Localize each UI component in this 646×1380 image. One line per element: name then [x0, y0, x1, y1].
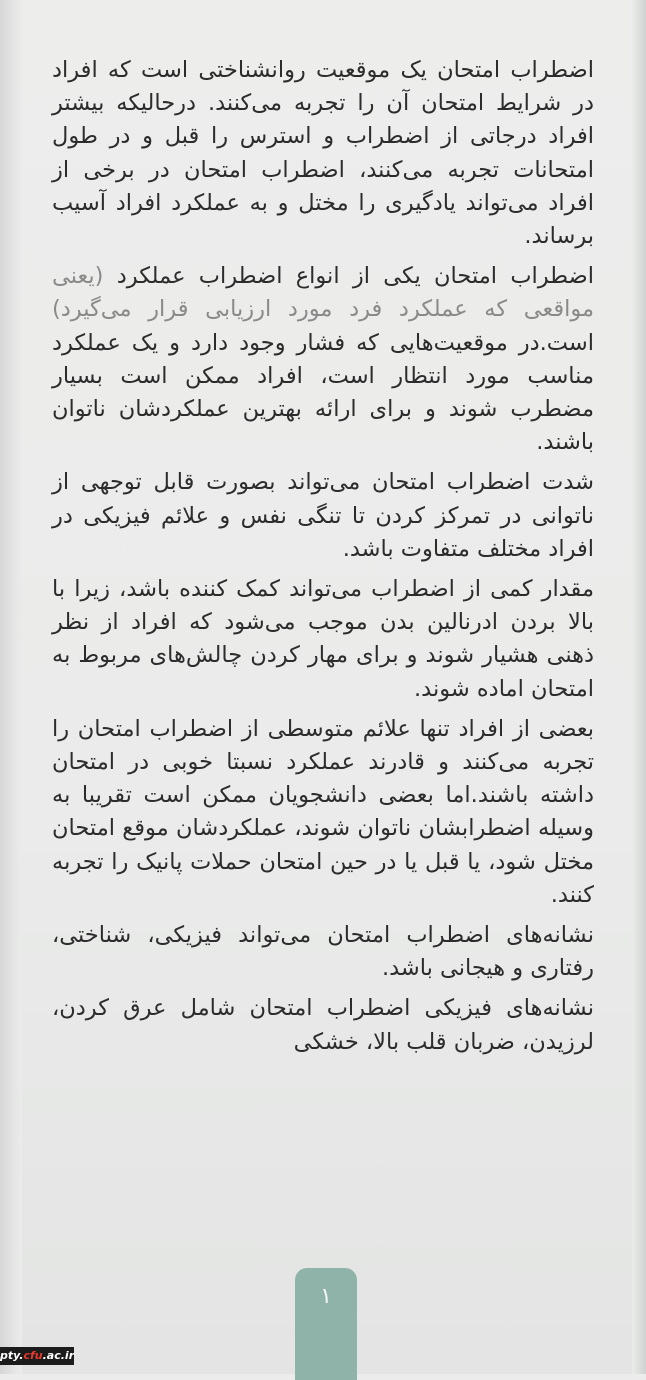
paragraph-definition: اضطراب امتحان یک موقعیت روانشناختی است که افراد در شرایط امتحان آن را تجربه می‌کنند. درحالیکه بیشتر افراد درجاتی از اضطراب و استرس را قبل و در طول امتحانات تجربه می‌کنند، اضطراب امتحان در برخی از افراد می‌تواند یادگیری را مختل و به عملکرد افراد آسیب برساند. — [52, 57, 594, 250]
paragraph-severity: شدت اضطراب امتحان می‌تواند بصورت قابل توجهی از ناتوانی در تمرکز کردن تا تنگی نفس و علائم فیزیکی در افراد مختلف متفاوت باشد. — [52, 469, 594, 562]
paragraph-symptom-types: نشانه‌های اضطراب امتحان می‌تواند فیزیکی، شناختی، رفتاری و هیجانی باشد. — [52, 922, 594, 982]
watermark-prefix: pty. — [0, 1349, 24, 1362]
article-body — [52, 54, 594, 1066]
paragraph-performance-anxiety-end: است.در موقعیت‌هایی که فشار وجود دارد و یک عملکرد مناسب مورد انتظار است، افراد ممکن است بسیار مضطرب شوند و برای ارائه بهترین عملکردشان ناتوان باشند. — [52, 329, 594, 456]
site-watermark — [0, 1347, 74, 1365]
page-right-edge — [632, 0, 646, 1374]
paragraph-helpful-anxiety: مقدار کمی از اضطراب می‌تواند کمک کننده باشد، زیرا با بالا بردن ادرنالین بدن موجب می‌شود که افراد از نظر ذهنی هشیار شوند و برای مهار کردن چالش‌های مربوط به امتحان اماده شوند. — [52, 576, 594, 702]
watermark-accent: cfu — [23, 1349, 43, 1362]
paragraph-moderate-symptoms: بعضی از افراد تنها علائم متوسطی از اضطراب امتحان را تجربه می‌کنند و قادرند عملکرد نسبتا خوبی در امتحان داشته باشند.اما بعضی دانشجویان ممکن است تقریبا به وسیله اضطرابشان ناتوان شوند، عملکردشان موقع امتحان مختل شود، یا قبل یا در حین امتحان حملات پانیک را تجربه کنند. — [52, 715, 594, 908]
watermark-suffix: .ac.ir — [42, 1349, 75, 1362]
paragraph-performance-anxiety-start: اضطراب امتحان یکی از انواع اضطراب عملکرد — [103, 263, 594, 290]
paragraph-performance-anxiety — [52, 260, 594, 459]
page-left-edge — [0, 0, 22, 1374]
paragraph-physical-symptoms: نشانه‌های فیزیکی اضطراب امتحان شامل عرق کردن، لرزیدن، ضربان قلب بالا، خشکی — [52, 995, 594, 1055]
page-number: ۱ — [320, 1284, 332, 1309]
page-number-tab — [295, 1268, 357, 1380]
parenthetical-note: (یعنی مواقعی که عملکرد فرد مورد ارزیابی قرار می‌گیرد) — [52, 263, 594, 323]
